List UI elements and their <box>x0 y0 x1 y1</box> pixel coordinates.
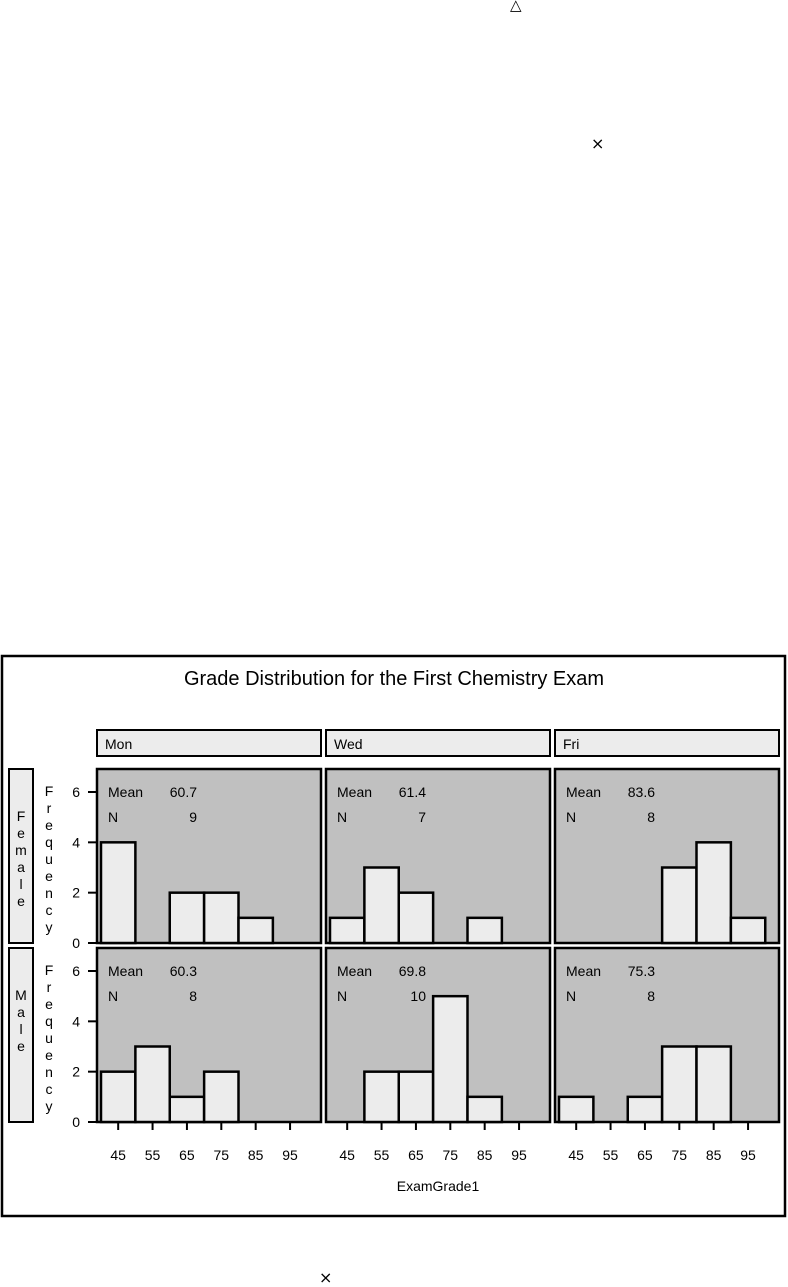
cross-marker-bottom: × <box>319 1268 333 1287</box>
y-tick-label: 0 <box>72 1114 80 1130</box>
inset-mean-label: Mean <box>566 963 602 979</box>
cross-marker-top: × <box>591 134 605 153</box>
histogram-bar <box>101 842 135 943</box>
inset-n-label: N <box>337 809 348 825</box>
histogram-bar <box>204 893 238 943</box>
y-tick-label: 6 <box>72 784 80 800</box>
histogram-bar <box>135 1047 169 1123</box>
y-axis-label-female: F r e q u e n c y <box>44 783 54 935</box>
histogram-bar <box>433 996 467 1122</box>
x-axis-label: ExamGrade1 <box>396 1178 480 1194</box>
histogram-bar <box>697 1047 731 1123</box>
x-tick-label: 85 <box>476 1147 493 1163</box>
histogram-bar <box>330 918 364 943</box>
y-tick-label: 0 <box>72 935 80 951</box>
x-tick-label: 85 <box>247 1147 264 1163</box>
histogram-bar <box>559 1097 593 1122</box>
inset-n-value: 7 <box>418 809 426 825</box>
x-tick-label: 45 <box>568 1147 584 1163</box>
triangle-marker: △ <box>510 0 522 14</box>
x-tick-label: 75 <box>671 1147 688 1163</box>
column-header-label-fri: Fri <box>563 736 580 752</box>
chart-title: Grade Distribution for the First Chemistry Exam <box>183 668 605 690</box>
inset-n-label: N <box>566 988 577 1004</box>
column-header-fri <box>555 730 779 756</box>
inset-n-value: 8 <box>189 988 197 1004</box>
histogram-bar <box>468 1097 502 1122</box>
inset-mean-label: Mean <box>337 963 373 979</box>
x-tick-label: 45 <box>110 1147 126 1163</box>
inset-mean-value: 83.6 <box>627 784 655 800</box>
inset-n-label: N <box>566 809 577 825</box>
x-tick-label: 95 <box>282 1147 298 1163</box>
column-header-label-wed: Wed <box>334 736 363 752</box>
histogram-bar <box>399 893 433 943</box>
column-header-label-mon: Mon <box>105 736 133 752</box>
inset-n-label: N <box>108 809 119 825</box>
histogram-bar <box>662 1047 696 1123</box>
inset-n-value: 10 <box>410 988 426 1004</box>
x-tick-label: 85 <box>705 1147 722 1163</box>
histogram-bar <box>731 918 765 943</box>
x-tick-label: 55 <box>144 1147 161 1163</box>
histogram-bar <box>364 1072 398 1122</box>
x-tick-label: 75 <box>213 1147 230 1163</box>
inset-mean-value: 60.3 <box>169 963 197 979</box>
histogram-bar <box>364 868 398 944</box>
inset-mean-label: Mean <box>566 784 602 800</box>
inset-n-value: 8 <box>647 809 655 825</box>
histogram-bar <box>239 918 273 943</box>
inset-mean-label: Mean <box>337 784 373 800</box>
histogram-bar <box>204 1072 238 1122</box>
inset-mean-label: Mean <box>108 963 144 979</box>
inset-mean-value: 61.4 <box>398 784 426 800</box>
histogram-bar <box>101 1072 135 1122</box>
inset-mean-value: 69.8 <box>398 963 426 979</box>
row-header-label-male: M a l e <box>15 987 27 1054</box>
x-tick-label: 65 <box>179 1147 195 1163</box>
histogram-bar <box>170 893 204 943</box>
x-tick-label: 55 <box>373 1147 390 1163</box>
histogram-bar <box>697 842 731 943</box>
y-axis-label-male: F r e q u e n c y <box>44 962 54 1114</box>
histogram-bar <box>170 1097 204 1122</box>
x-tick-label: 55 <box>602 1147 619 1163</box>
histogram-bar <box>662 868 696 944</box>
inset-n-label: N <box>337 988 348 1004</box>
row-header-label-female: F e m a l e <box>15 808 27 909</box>
y-tick-label: 4 <box>72 1013 80 1030</box>
inset-mean-value: 75.3 <box>627 963 655 979</box>
x-tick-label: 65 <box>408 1147 424 1163</box>
y-tick-label: 4 <box>72 834 80 851</box>
inset-n-value: 9 <box>189 809 197 825</box>
histogram-bar <box>628 1097 662 1122</box>
inset-n-label: N <box>108 988 119 1004</box>
x-tick-label: 95 <box>740 1147 756 1163</box>
y-tick-label: 2 <box>72 1063 80 1080</box>
inset-mean-value: 60.7 <box>169 784 197 800</box>
x-tick-label: 75 <box>442 1147 459 1163</box>
x-tick-label: 45 <box>339 1147 355 1163</box>
x-tick-label: 95 <box>511 1147 527 1163</box>
y-tick-label: 2 <box>72 884 80 901</box>
inset-n-value: 8 <box>647 988 655 1004</box>
y-tick-label: 6 <box>72 963 80 979</box>
inset-mean-label: Mean <box>108 784 144 800</box>
histogram-bar <box>399 1072 433 1122</box>
x-tick-label: 65 <box>637 1147 653 1163</box>
histogram-bar <box>468 918 502 943</box>
